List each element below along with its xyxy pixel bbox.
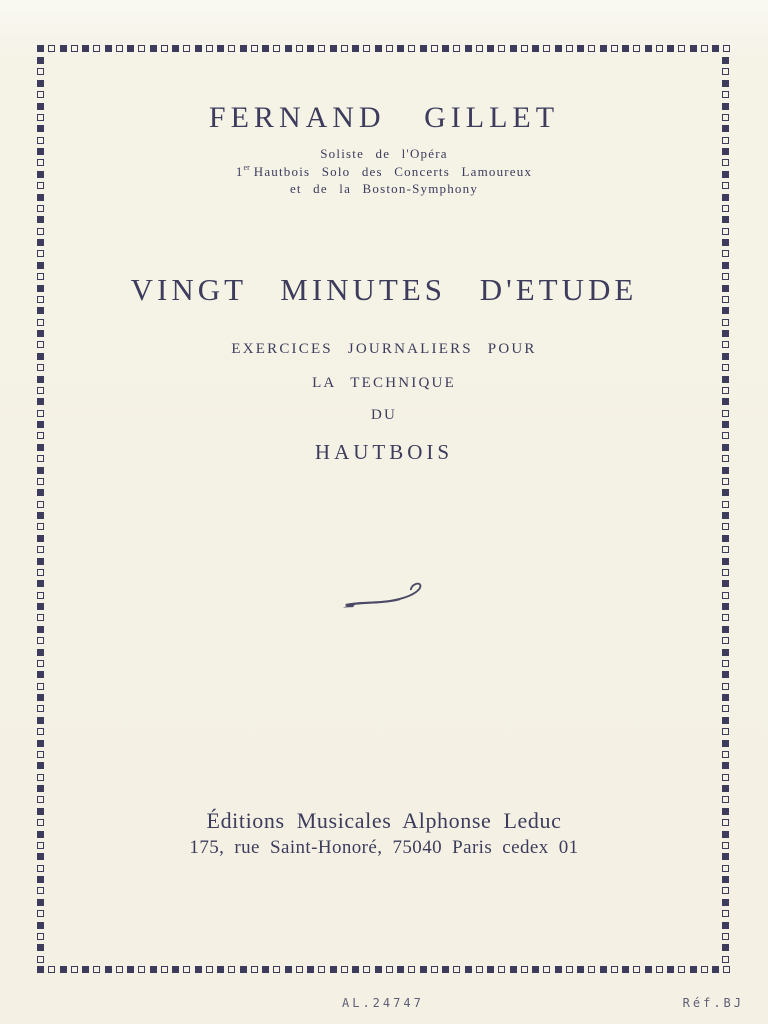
border-square — [645, 45, 652, 52]
border-square — [48, 966, 55, 973]
border-square — [37, 626, 44, 633]
border-square — [722, 535, 729, 542]
subtitle-line-3: DU — [370, 407, 398, 423]
border-square — [722, 944, 729, 951]
border-square — [722, 205, 729, 212]
border-square — [722, 307, 729, 314]
border-square — [251, 45, 258, 52]
border-square — [722, 956, 729, 963]
border-square — [722, 364, 729, 371]
border-square — [386, 45, 393, 52]
border-square — [712, 45, 719, 52]
border-square — [600, 45, 607, 52]
border-square — [397, 45, 404, 52]
border-square — [722, 489, 729, 496]
border-square — [37, 899, 44, 906]
border-square — [521, 45, 528, 52]
border-square — [577, 966, 584, 973]
border-square — [431, 45, 438, 52]
border-square — [296, 966, 303, 973]
border-square — [566, 966, 573, 973]
border-square — [622, 966, 629, 973]
border-square — [476, 45, 483, 52]
border-square — [722, 569, 729, 576]
border-square — [722, 330, 729, 337]
border-square — [498, 966, 505, 973]
publisher-name: Éditions Musicales Alphonse Leduc — [206, 808, 562, 833]
border-square — [138, 45, 145, 52]
border-square — [722, 717, 729, 724]
border-square — [307, 966, 314, 973]
border-square — [722, 728, 729, 735]
border-square — [138, 966, 145, 973]
border-square — [352, 45, 359, 52]
border-square — [37, 910, 44, 917]
border-square — [577, 45, 584, 52]
border-square — [722, 785, 729, 792]
border-square — [206, 966, 213, 973]
border-square — [37, 694, 44, 701]
border-square — [722, 865, 729, 872]
border-square — [116, 966, 123, 973]
work-title: VINGT MINUTES D'ETUDE — [130, 272, 638, 307]
border-square — [105, 45, 112, 52]
role-line-2-number: 1 — [235, 164, 244, 179]
border-square — [285, 45, 292, 52]
border-square — [251, 966, 258, 973]
border-square — [161, 966, 168, 973]
border-square — [611, 45, 618, 52]
border-square — [37, 649, 44, 656]
border-square — [690, 45, 697, 52]
border-square — [37, 740, 44, 747]
border-square — [60, 45, 67, 52]
border-square — [37, 614, 44, 621]
border-square — [722, 740, 729, 747]
border-square — [722, 637, 729, 644]
border-square — [48, 45, 55, 52]
border-square — [722, 91, 729, 98]
border-square — [487, 45, 494, 52]
border-square — [217, 966, 224, 973]
border-square — [408, 45, 415, 52]
border-square — [37, 683, 44, 690]
border-square — [228, 966, 235, 973]
border-square — [161, 45, 168, 52]
border-square — [722, 614, 729, 621]
border-square — [37, 319, 44, 326]
role-line-2-text: Hautbois Solo des Concerts Lamoureux — [253, 164, 533, 179]
border-square — [420, 966, 427, 973]
border-square — [510, 45, 517, 52]
border-square — [611, 966, 618, 973]
border-square — [722, 558, 729, 565]
border-square — [722, 660, 729, 667]
border-square — [37, 865, 44, 872]
border-square — [150, 45, 157, 52]
border-square — [645, 966, 652, 973]
author-role-line-2 — [0, 163, 768, 180]
border-square — [37, 91, 44, 98]
border-square — [37, 467, 44, 474]
border-square — [37, 57, 44, 64]
border-square — [60, 966, 67, 973]
border-square — [363, 45, 370, 52]
border-square — [510, 966, 517, 973]
border-square — [442, 966, 449, 973]
border-square — [722, 876, 729, 883]
border-square — [453, 45, 460, 52]
border-square — [273, 45, 280, 52]
border-square — [722, 250, 729, 257]
border-square — [105, 966, 112, 973]
border-square — [37, 603, 44, 610]
border-square — [37, 660, 44, 667]
border-square — [667, 45, 674, 52]
border-square — [37, 728, 44, 735]
author-name: FERNAND GILLET — [208, 101, 560, 134]
border-square — [183, 966, 190, 973]
border-square — [82, 966, 89, 973]
border-square — [722, 228, 729, 235]
border-square — [262, 966, 269, 973]
border-square — [172, 966, 179, 973]
border-square — [723, 966, 730, 973]
border-square — [71, 45, 78, 52]
border-square — [420, 45, 427, 52]
border-square — [37, 966, 44, 973]
author-role-line-1: Soliste de l'Opéra — [320, 146, 448, 161]
border-square — [37, 478, 44, 485]
border-square — [37, 762, 44, 769]
border-square — [37, 535, 44, 542]
border-square — [465, 45, 472, 52]
border-square — [722, 922, 729, 929]
border-square — [37, 774, 44, 781]
border-square — [722, 216, 729, 223]
border-square — [37, 592, 44, 599]
border-square — [521, 966, 528, 973]
border-square — [363, 966, 370, 973]
border-square — [667, 966, 674, 973]
border-square — [37, 546, 44, 553]
border-square — [722, 546, 729, 553]
border-square — [722, 80, 729, 87]
border-square — [722, 137, 729, 144]
border-square — [82, 45, 89, 52]
border-square — [722, 467, 729, 474]
border-square — [722, 239, 729, 246]
border-square — [722, 432, 729, 439]
border-square — [37, 933, 44, 940]
border-square — [722, 523, 729, 530]
border-top — [37, 45, 731, 54]
border-square — [262, 45, 269, 52]
border-square — [240, 45, 247, 52]
border-square — [37, 523, 44, 530]
border-square — [678, 966, 685, 973]
border-square — [722, 603, 729, 610]
border-square — [656, 966, 663, 973]
border-square — [543, 966, 550, 973]
border-square — [397, 966, 404, 973]
border-square — [217, 45, 224, 52]
border-square — [150, 966, 157, 973]
border-square — [240, 966, 247, 973]
border-square — [722, 705, 729, 712]
border-square — [116, 45, 123, 52]
border-square — [37, 876, 44, 883]
border-square — [722, 592, 729, 599]
border-square — [195, 45, 202, 52]
border-square — [37, 250, 44, 257]
border-square — [93, 45, 100, 52]
border-square — [183, 45, 190, 52]
border-square — [622, 45, 629, 52]
border-square — [37, 944, 44, 951]
border-square — [37, 489, 44, 496]
border-square — [722, 398, 729, 405]
border-square — [37, 307, 44, 314]
border-square — [588, 966, 595, 973]
border-square — [633, 966, 640, 973]
border-square — [37, 887, 44, 894]
border-square — [722, 262, 729, 269]
border-square — [195, 966, 202, 973]
border-square — [285, 966, 292, 973]
border-square — [37, 705, 44, 712]
border-square — [37, 216, 44, 223]
border-square — [408, 966, 415, 973]
border-square — [722, 319, 729, 326]
role-line-2-ordinal: er — [243, 163, 250, 172]
border-square — [722, 683, 729, 690]
border-square — [37, 45, 44, 52]
border-square — [307, 45, 314, 52]
border-square — [476, 966, 483, 973]
border-square — [37, 785, 44, 792]
border-square — [555, 966, 562, 973]
border-square — [722, 580, 729, 587]
border-square — [566, 45, 573, 52]
border-square — [127, 45, 134, 52]
border-square — [296, 45, 303, 52]
border-square — [37, 569, 44, 576]
border-square — [375, 966, 382, 973]
border-square — [722, 887, 729, 894]
border-square — [228, 45, 235, 52]
border-square — [722, 649, 729, 656]
border-square — [37, 398, 44, 405]
border-square — [37, 364, 44, 371]
border-square — [318, 966, 325, 973]
border-square — [71, 966, 78, 973]
border-square — [633, 45, 640, 52]
border-square — [588, 45, 595, 52]
border-square — [341, 966, 348, 973]
border-square — [487, 966, 494, 973]
border-square — [722, 512, 729, 519]
subtitle-line-2: LA TECHNIQUE — [312, 375, 456, 391]
border-square — [453, 966, 460, 973]
border-square — [37, 637, 44, 644]
border-square — [690, 966, 697, 973]
border-square — [701, 45, 708, 52]
border-square — [701, 966, 708, 973]
border-square — [678, 45, 685, 52]
border-square — [723, 45, 730, 52]
border-square — [37, 580, 44, 587]
border-square — [722, 626, 729, 633]
border-square — [722, 899, 729, 906]
border-square — [330, 966, 337, 973]
publisher-address: 175, rue Saint-Honoré, 75040 Paris cedex 01 — [189, 837, 579, 858]
border-square — [37, 956, 44, 963]
border-square — [37, 330, 44, 337]
border-square — [555, 45, 562, 52]
border-square — [722, 774, 729, 781]
border-square — [722, 762, 729, 769]
border-square — [722, 933, 729, 940]
author-role-line-3: et de la Boston-Symphony — [289, 181, 479, 196]
subtitle-line-1: EXERCICES JOURNALIERS POUR — [231, 341, 537, 357]
border-square — [93, 966, 100, 973]
border-square — [722, 57, 729, 64]
border-square — [722, 671, 729, 678]
border-square — [273, 966, 280, 973]
border-square — [442, 45, 449, 52]
flourish-icon — [338, 580, 433, 612]
border-square — [722, 68, 729, 75]
border-square — [543, 45, 550, 52]
border-square — [722, 796, 729, 803]
border-square — [722, 478, 729, 485]
border-square — [172, 45, 179, 52]
border-square — [532, 966, 539, 973]
border-square — [37, 262, 44, 269]
border-square — [37, 558, 44, 565]
instrument-name: HAUTBOIS — [314, 440, 454, 464]
border-square — [206, 45, 213, 52]
reference-code: Réf.BJ — [682, 996, 744, 1010]
border-square — [722, 751, 729, 758]
border-square — [600, 966, 607, 973]
border-square — [722, 694, 729, 701]
border-square — [341, 45, 348, 52]
border-square — [37, 512, 44, 519]
border-square — [375, 45, 382, 52]
border-square — [37, 239, 44, 246]
border-square — [37, 205, 44, 212]
border-square — [722, 910, 729, 917]
border-bottom — [37, 966, 731, 975]
border-square — [37, 796, 44, 803]
border-square — [127, 966, 134, 973]
border-square — [37, 137, 44, 144]
border-square — [722, 501, 729, 508]
border-square — [465, 966, 472, 973]
border-square — [330, 45, 337, 52]
border-square — [498, 45, 505, 52]
border-square — [37, 922, 44, 929]
border-square — [37, 68, 44, 75]
border-square — [37, 228, 44, 235]
border-square — [712, 966, 719, 973]
border-square — [532, 45, 539, 52]
border-square — [37, 80, 44, 87]
border-square — [37, 671, 44, 678]
border-square — [352, 966, 359, 973]
border-square — [431, 966, 438, 973]
border-square — [37, 717, 44, 724]
border-square — [37, 501, 44, 508]
border-square — [37, 751, 44, 758]
border-square — [37, 432, 44, 439]
border-square — [318, 45, 325, 52]
plate-number: AL.24747 — [342, 996, 424, 1010]
border-square — [386, 966, 393, 973]
border-square — [656, 45, 663, 52]
